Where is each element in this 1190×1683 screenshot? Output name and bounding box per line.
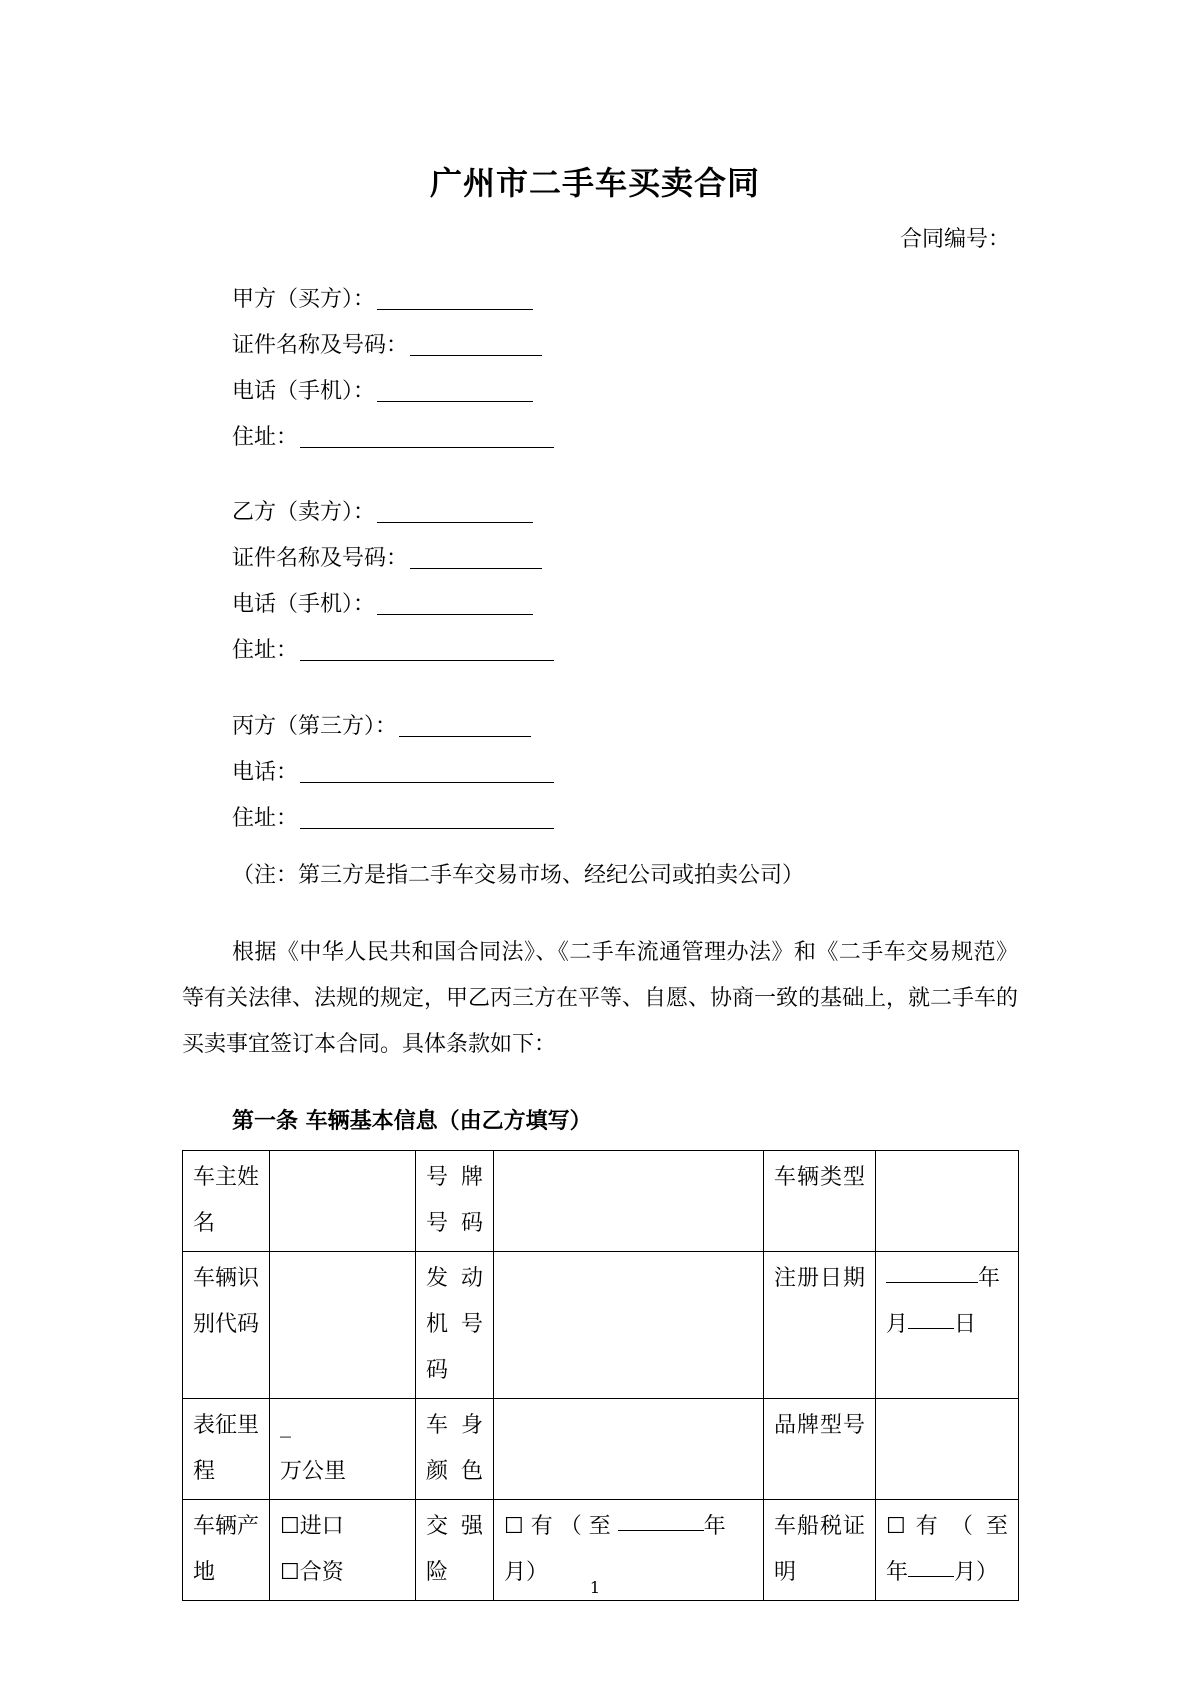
- party-b-address-field[interactable]: [232, 634, 554, 668]
- mileage-blank[interactable]: _: [280, 1413, 291, 1438]
- party-a-address-field[interactable]: [232, 421, 554, 455]
- vin-label: 车辆识别代码: [193, 1266, 260, 1337]
- mileage-label-cell: [183, 1399, 270, 1500]
- party-c-phone-label: 电话：: [232, 760, 299, 785]
- joint-venture-checkbox[interactable]: ☐合资: [280, 1560, 344, 1585]
- owner-name-label: 车主姓名: [193, 1165, 260, 1236]
- month-label: 月: [886, 1312, 909, 1337]
- page-title: 广州市二手车买卖合同: [429, 164, 760, 202]
- month-close-label: 月）: [954, 1560, 999, 1585]
- vehicle-type-input-cell[interactable]: [876, 1151, 1019, 1252]
- vehicle-info-table: [182, 1150, 1019, 1601]
- party-a-phone-label: 电话（手机）：: [232, 379, 376, 404]
- party-b-phone-label: 电话（手机）：: [232, 592, 376, 617]
- plate-no-label-cell: [416, 1151, 494, 1252]
- table-row: [183, 1151, 1019, 1252]
- body-color-label-cell: [416, 1399, 494, 1500]
- party-a-address-label: 住址：: [232, 425, 299, 450]
- page-number: 1: [589, 1578, 601, 1597]
- vin-input-cell[interactable]: [270, 1252, 416, 1399]
- insurance-year-blank[interactable]: [618, 1504, 704, 1531]
- insurance-month-label: 月）: [504, 1560, 549, 1585]
- body-color-input-cell[interactable]: [494, 1399, 764, 1500]
- party-c-address-blank[interactable]: [300, 802, 554, 829]
- engine-no-label-cell: [416, 1252, 494, 1399]
- reg-date-label: 注册日期: [774, 1266, 865, 1291]
- vessel-tax-label: 车船税证明: [774, 1514, 865, 1585]
- plate-no-input-cell[interactable]: [494, 1151, 764, 1252]
- vin-label-cell: [183, 1252, 270, 1399]
- mileage-input-cell[interactable]: [270, 1399, 416, 1500]
- body-color-label: 车身颜色: [426, 1413, 483, 1484]
- party-c-name-field[interactable]: [232, 710, 531, 744]
- owner-name-input-cell[interactable]: [270, 1151, 416, 1252]
- party-b-name-label: 乙方（卖方）：: [232, 500, 376, 525]
- party-c-name-label: 丙方（第三方）：: [232, 714, 398, 739]
- party-c-name-blank[interactable]: [399, 710, 531, 737]
- origin-label: 车辆产地: [193, 1514, 260, 1585]
- day-label: 日: [954, 1312, 977, 1337]
- vessel-tax-has-checkbox[interactable]: ☐ 有 （ 至: [886, 1514, 1008, 1539]
- vehicle-type-label-cell: [764, 1151, 876, 1252]
- table-row: [183, 1399, 1019, 1500]
- party-a-id-label: 证件名称及号码：: [232, 333, 409, 358]
- party-b-address-label: 住址：: [232, 638, 299, 663]
- insurance-has-checkbox[interactable]: ☐ 有 （ 至: [504, 1514, 611, 1539]
- brand-model-label: 品牌型号: [774, 1413, 865, 1438]
- section-1-heading: 第一条 车辆基本信息（由乙方填写）: [232, 1109, 592, 1134]
- vehicle-type-label: 车辆类型: [774, 1165, 865, 1190]
- party-b-name-blank[interactable]: [377, 496, 533, 523]
- mileage-unit: 万公里: [280, 1459, 347, 1484]
- reg-date-label-cell: [764, 1252, 876, 1399]
- party-c-address-field[interactable]: [232, 802, 554, 836]
- party-a-name-blank[interactable]: [377, 283, 533, 310]
- intro-paragraph: 根据《中华人民共和国合同法》、《二手车流通管理办法》和《二手车交易规范》等有关法律、法规的规定，甲乙丙三方在平等、自愿、协商一致的基础上，就二手车的买卖事宜签订本合同。具体条款如下：: [182, 940, 1019, 1057]
- reg-month-day-blank[interactable]: [908, 1302, 954, 1329]
- reg-date-input-cell[interactable]: [876, 1252, 1019, 1399]
- party-a-address-blank[interactable]: [300, 421, 554, 448]
- brand-model-input-cell[interactable]: [876, 1399, 1019, 1500]
- party-b-id-blank[interactable]: [410, 542, 542, 569]
- plate-no-label: 号牌号码: [426, 1165, 483, 1236]
- third-party-note: （注：第三方是指二手车交易市场、经纪公司或拍卖公司）: [232, 863, 805, 888]
- party-b-name-field[interactable]: [232, 496, 533, 530]
- party-c-phone-field[interactable]: [232, 756, 554, 790]
- party-b-address-blank[interactable]: [300, 634, 554, 661]
- brand-model-label-cell: [764, 1399, 876, 1500]
- party-a-id-field[interactable]: [232, 329, 542, 363]
- year-label: 年: [978, 1266, 1001, 1291]
- engine-no-label: 发动机号码: [426, 1266, 483, 1383]
- insurance-label: 交强险: [426, 1514, 483, 1585]
- party-c-phone-blank[interactable]: [300, 756, 554, 783]
- year-label: 年: [703, 1514, 726, 1539]
- owner-name-label-cell: [183, 1151, 270, 1252]
- year-label: 年: [886, 1560, 909, 1585]
- reg-year-blank[interactable]: [886, 1256, 978, 1283]
- engine-no-input-cell[interactable]: [494, 1252, 764, 1399]
- contract-number-label: 合同编号：: [899, 227, 1010, 252]
- party-c-address-label: 住址：: [232, 806, 299, 831]
- party-b-phone-blank[interactable]: [377, 588, 533, 615]
- party-b-phone-field[interactable]: [232, 588, 533, 622]
- party-a-phone-blank[interactable]: [377, 375, 533, 402]
- party-a-id-blank[interactable]: [410, 329, 542, 356]
- party-a-name-field[interactable]: [232, 283, 533, 317]
- party-b-id-field[interactable]: [232, 542, 542, 576]
- party-a-name-label: 甲方（买方）：: [232, 287, 376, 312]
- table-row: [183, 1252, 1019, 1399]
- mileage-label: 表征里程: [193, 1413, 260, 1484]
- import-checkbox[interactable]: ☐进口: [280, 1514, 344, 1539]
- vessel-tax-month-blank[interactable]: [908, 1550, 954, 1577]
- party-b-id-label: 证件名称及号码：: [232, 546, 409, 571]
- party-a-phone-field[interactable]: [232, 375, 533, 409]
